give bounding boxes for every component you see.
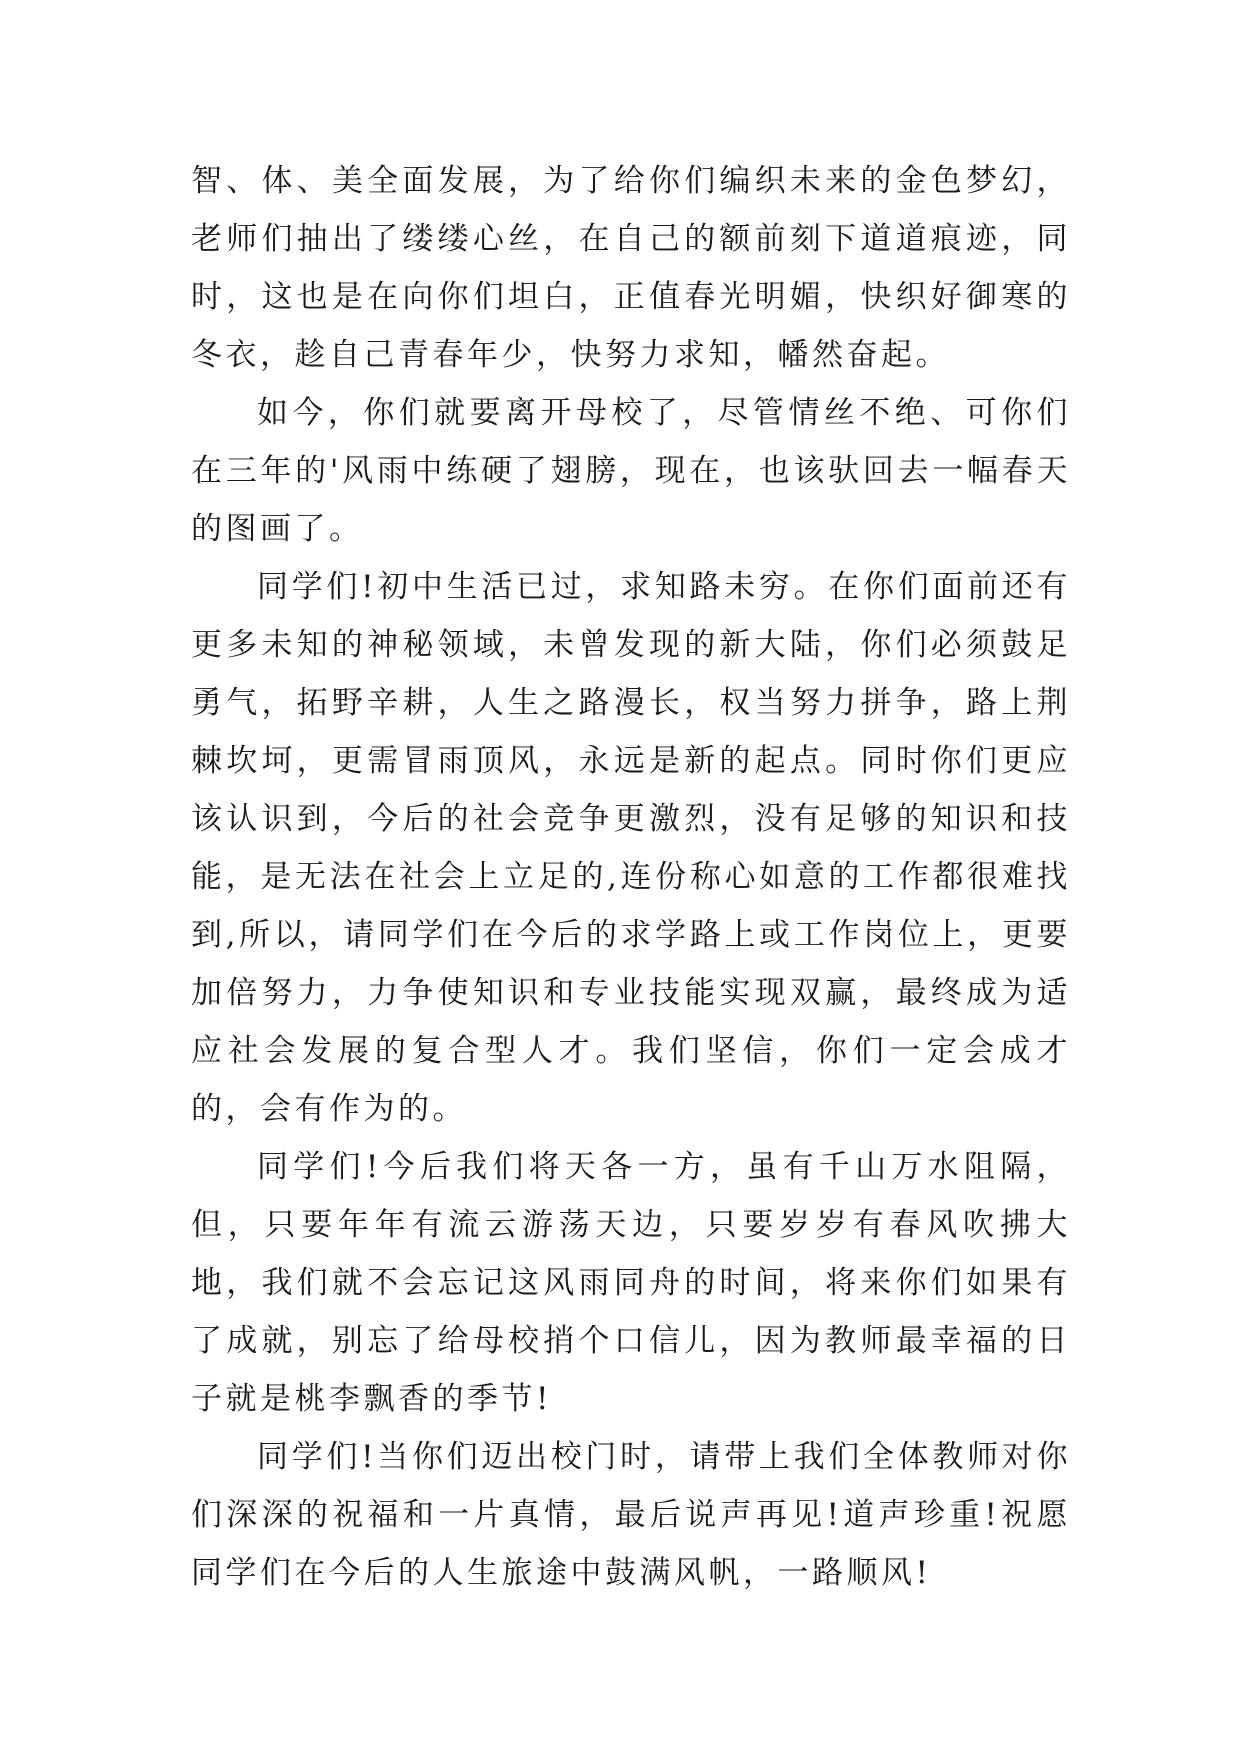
paragraph-4: 同学们!今后我们将天各一方，虽有千山万水阻隔，但，只要年年有流云游荡天边，只要岁岁有春风吹拂大地，我们就不会忘记这风雨同舟的时间，将来你们如果有了成就，别忘了给母校捎个口信儿，因为教师最幸福的日子就是桃李飘香的季节! [191, 1149, 1071, 1417]
paragraph-5: 同学们!当你们迈出校门时，请带上我们全体教师对你们深深的祝福和一片真情，最后说声再见!道声珍重!祝愿同学们在今后的人生旅途中鼓满风帆，一路顺风! [191, 1439, 1071, 1591]
document-body [191, 152, 1071, 1602]
paragraph-1: 智、体、美全面发展，为了给你们编织未来的金色梦幻，老师们抽出了缕缕心丝，在自己的额前刻下道道痕迹，同时，这也是在向你们坦白，正值春光明媚，快织好御寒的冬衣，趁自己青春年少，快努力求知，幡然奋起。 [191, 163, 1071, 373]
paragraph-2: 如今，你们就要离开母校了，尽管情丝不绝、可你们在三年的'风雨中练硬了翅膀，现在，也该驮回去一幅春天的图画了。 [191, 395, 1071, 547]
paragraph-3: 同学们!初中生活已过，求知路未穷。在你们面前还有更多未知的神秘领域，未曾发现的新大陆，你们必须鼓足勇气，拓野辛耕，人生之路漫长，权当努力拼争，路上荆棘坎坷，更需冒雨顶风，永远是新的起点。同时你们更应该认识到，今后的社会竞争更激烈，没有足够的知识和技能，是无法在社会上立足的,连份称心如意的工作都很难找到,所以，请同学们在今后的求学路上或工作岗位上，更要加倍努力，力争使知识和专业技能实现双赢，最终成为适应社会发展的复合型人才。我们坚信，你们一定会成才的，会有作为的。 [191, 569, 1071, 1127]
